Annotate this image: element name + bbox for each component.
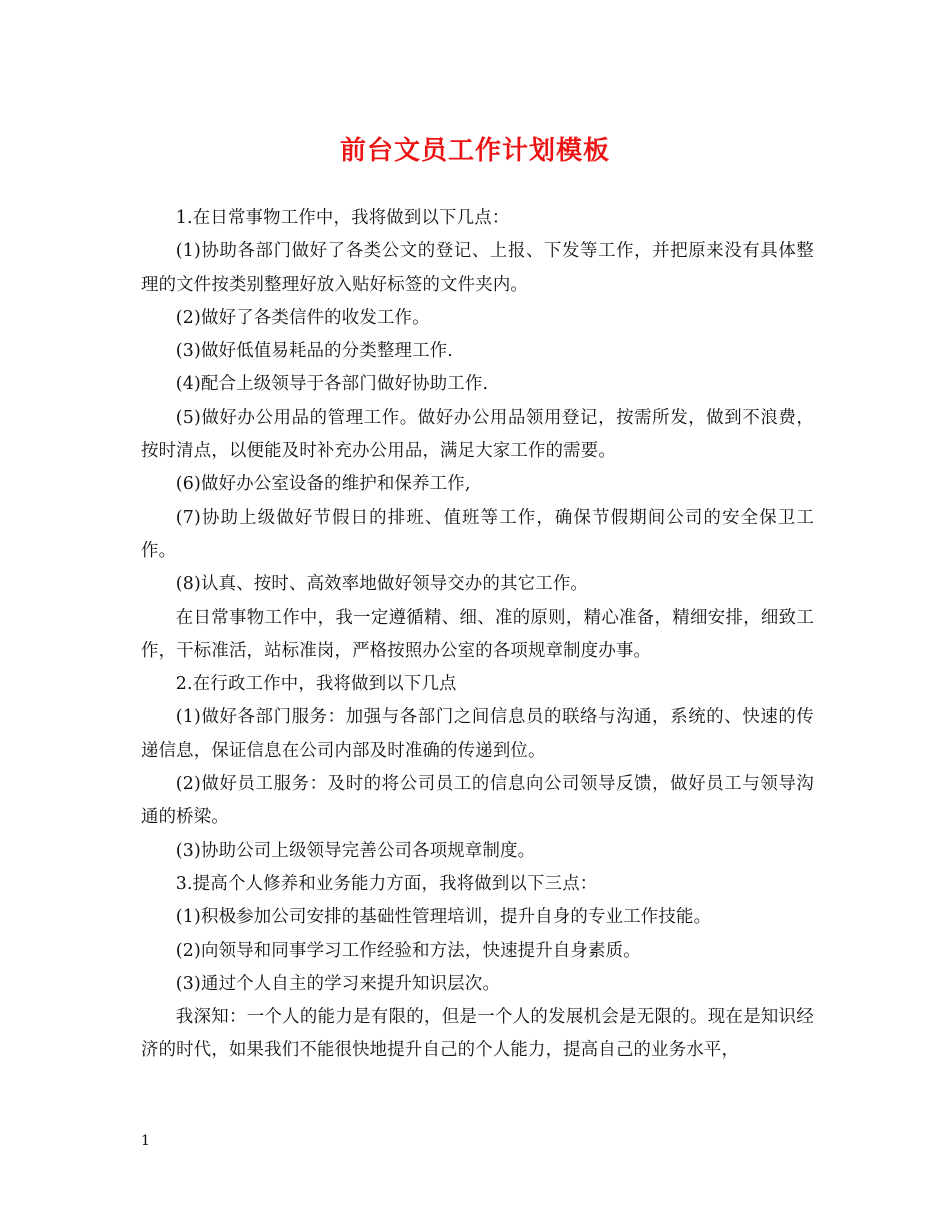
paragraph: (7)协助上级做好节假日的排班、值班等工作，确保节假期间公司的安全保卫工作。: [141, 507, 814, 561]
document-title: 前台文员工作计划模板: [339, 136, 610, 166]
paragraph: (5)做好办公用品的管理工作。做好办公用品领用登记，按需所发，做到不浪费，按时清点，以便能及时补充办公用品，满足大家工作的需要。: [141, 407, 814, 462]
paragraph: 1.在日常事物工作中，我将做到以下几点：: [175, 208, 510, 228]
paragraph: (6)做好办公室设备的维护和保养工作,: [175, 474, 471, 495]
paragraph: (1)做好各部门服务：加强与各部门之间信息员的联络与沟通，系统的、快速的传递信息，保证信息在公司内部及时准确的传递到位。: [141, 707, 814, 761]
paragraph: 2.在行政工作中，我将做到以下几点: [175, 674, 457, 695]
paragraph: (1)积极参加公司安排的基础性管理培训，提升自身的专业工作技能。: [175, 907, 712, 928]
paragraph: (3)做好低值易耗品的分类整理工作.: [175, 341, 454, 362]
paragraph: (2)做好员工服务：及时的将公司员工的信息向公司领导反馈，做好员工与领导沟通的桥梁。: [141, 774, 814, 828]
paragraph: (3)通过个人自主的学习来提升知识层次。: [175, 973, 501, 994]
paragraph: (8)认真、按时、高效率地做好领导交办的其它工作。: [175, 574, 589, 595]
paragraph: (1)协助各部门做好了各类公文的登记、上报、下发等工作，并把原来没有具体整理的文件按类别整理好放入贴好标签的文件夹内。: [141, 241, 814, 295]
paragraph: (4)配合上级领导于各部门做好协助工作.: [175, 374, 489, 395]
paragraph: (2)向领导和同事学习工作经验和方法，快速提升自身素质。: [175, 940, 641, 961]
paragraph: (2)做好了各类信件的收发工作。: [175, 307, 430, 328]
page-number: 1: [141, 1133, 150, 1149]
document-body: [141, 202, 814, 1068]
paragraph: (3)协助公司上级领导完善公司各项规章制度。: [175, 840, 536, 861]
paragraph: 我深知：一个人的能力是有限的，但是一个人的发展机会是无限的。现在是知识经济的时代，如果我们不能很快地提升自己的个人能力，提高自己的业务水平，: [141, 1007, 814, 1061]
paragraph: 3.提高个人修养和业务能力方面，我将做到以下三点：: [175, 873, 598, 894]
paragraph: 在日常事物工作中，我一定遵循精、细、准的原则，精心准备，精细安排，细致工作，干标准活，站标准岗，严格按照办公室的各项规章制度办事。: [141, 607, 814, 661]
